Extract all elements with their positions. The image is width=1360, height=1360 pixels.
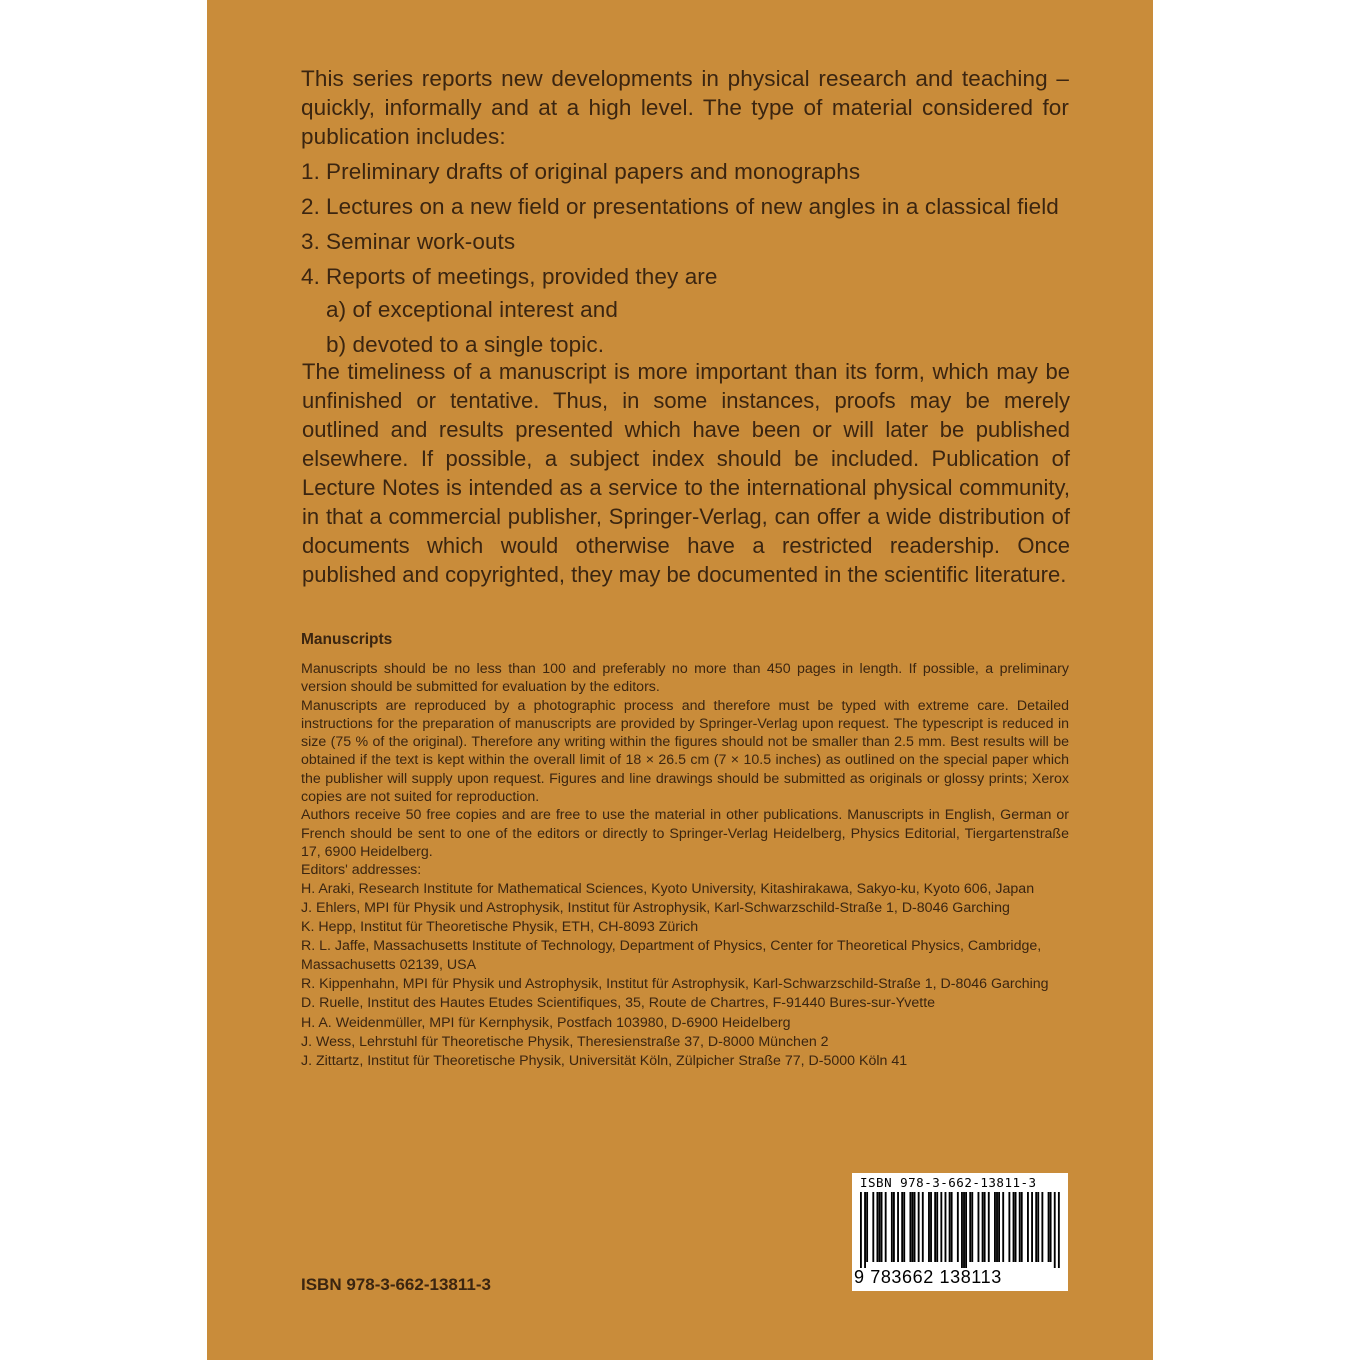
- back-cover: [207, 0, 1153, 1360]
- barcode-bar: [961, 1192, 963, 1268]
- barcode-bar: [893, 1192, 895, 1262]
- barcode-bar: [965, 1192, 967, 1268]
- barcode-bar: [914, 1192, 916, 1262]
- barcode-bar: [998, 1192, 1000, 1262]
- barcode-bar: [982, 1192, 984, 1262]
- manuscripts-paragraph: Manuscripts should be no less than 100 and preferably no more than 450 pages in length. If possible, a preliminary version should be submitted for evaluation by the editors.: [301, 661, 1069, 696]
- barcode-bar: [951, 1192, 953, 1262]
- editor-address: H. Araki, Research Institute for Mathematical Sciences, Kyoto University, Kitashirakawa, Sakyo-ku, Kyoto 606, Japan: [301, 880, 1035, 897]
- barcode-bar: [885, 1192, 887, 1262]
- list-item: 4. Reports of meetings, provided they are a) of exceptional interest and b) devoted to a single topic.: [301, 262, 1069, 359]
- barcode-bar: [945, 1192, 947, 1262]
- barcode-bar: [936, 1192, 938, 1262]
- editor-address: K. Hepp, Institut für Theoretische Physik, ETH, CH-8093 Zürich: [301, 919, 699, 936]
- editor-address: R. Kippenhahn, MPI für Physik und Astrophysik, Institut für Astrophysik, Karl-Schwarzschild-Straße 1, D-8046 Garching: [301, 976, 1049, 993]
- editors-label: Editors' addresses:: [301, 862, 422, 879]
- barcode-bar: [922, 1192, 924, 1262]
- intro-paragraph: This series reports new developments in physical research and teaching – quickly, informally and at a high level. The type of material considered for publication includes:: [301, 66, 1069, 149]
- editor-address: D. Ruelle, Institut des Hautes Etudes Scientifiques, 35, Route de Chartres, F-91440 Bures-sur-Yvette: [301, 995, 936, 1012]
- barcode-bar: [928, 1192, 930, 1262]
- isbn-text: ISBN 978-3-662-13811-3: [301, 1275, 491, 1294]
- barcode-bar: [969, 1192, 971, 1262]
- barcode-bar: [971, 1192, 973, 1262]
- barcode-bar: [996, 1192, 998, 1262]
- barcode-bar: [1050, 1192, 1052, 1262]
- list-item: 3. Seminar work-outs: [301, 229, 516, 254]
- barcode-bar: [994, 1192, 996, 1262]
- editor-address: H. A. Weidenmüller, MPI für Kernphysik, Postfach 103980, D-6900 Heidelberg: [301, 1014, 791, 1031]
- intro-section: [301, 64, 1069, 365]
- barcode-bar: [949, 1192, 951, 1262]
- barcode-bar: [909, 1192, 911, 1262]
- editor-address: J. Wess, Lehrstuhl für Theoretische Physik, Theresienstraße 37, D-8000 München 2: [301, 1033, 829, 1050]
- manuscripts-paragraph: Manuscripts are reproduced by a photographic process and therefore must be typed with extreme care. Detailed instructions for the preparation of manuscripts are provided by Springer-Verlag upon request. The typescript is reduced in size (75 % of the original). Therefore any writing within the figures should not be smaller than 2.5 mm. Best results will be obtained if the text is kept within the overall limit of 18 × 26.5 cm (7 × 10.5 inches) as outlined on the special paper which the publisher will supply upon request. Figures and line drawings should be submitted as originals or glossy prints; Xerox copies are not suited for reproduction.: [301, 697, 1069, 806]
- barcode-bar: [988, 1192, 990, 1262]
- material-list: [301, 157, 1069, 359]
- barcode-bar: [891, 1192, 893, 1262]
- barcode-bar: [897, 1192, 899, 1262]
- barcode-bar: [1013, 1192, 1015, 1262]
- editor-address: J. Zittartz, Institut für Theoretische Physik, Universität Köln, Zülpicher Straße 77, D-5000 Köln 41: [301, 1053, 908, 1070]
- barcode-bar: [963, 1192, 965, 1268]
- barcode-bar: [1031, 1192, 1033, 1262]
- sublist-item: b) devoted to a single topic.: [326, 332, 605, 357]
- barcode-bar: [912, 1192, 914, 1262]
- barcode-bar: [876, 1192, 878, 1262]
- barcode-bar: [866, 1192, 868, 1262]
- barcode-bar: [940, 1192, 942, 1262]
- manuscripts-paragraph: Authors receive 50 free copies and are free to use the material in other publications. Manuscripts in English, German or French should be sent to one of the editors or directly to Springer-Verlag Heidelberg, Physics Editorial, Tiergartenstraße 17, 6900 Heidelberg.: [301, 807, 1069, 860]
- barcode-bar: [1035, 1192, 1037, 1262]
- barcode-bar: [978, 1192, 980, 1262]
- barcode-bar: [1058, 1192, 1060, 1268]
- barcode-bar: [881, 1192, 883, 1262]
- barcode-bar: [1027, 1192, 1029, 1262]
- editor-address: J. Ehlers, MPI für Physik und Astrophysik, Institut für Astrophysik, Karl-Schwarzschild-Straße 1, D-8046 Garching: [301, 899, 1010, 916]
- barcode-bar: [1015, 1192, 1017, 1262]
- barcode-bars: [860, 1192, 1060, 1268]
- barcode-bar: [879, 1192, 881, 1262]
- barcode-bar: [864, 1192, 866, 1268]
- barcode-bar: [1041, 1192, 1043, 1262]
- editor-address: R. L. Jaffe, Massachusetts Institute of Technology, Department of Physics, Center for Theoretical Physics, Cambridge, Massachusetts 02139, USA: [301, 938, 1042, 973]
- barcode-bar: [1054, 1192, 1056, 1268]
- barcode-bar: [934, 1192, 936, 1262]
- barcode-bar: [957, 1192, 959, 1262]
- sublist-item: a) of exceptional interest and: [326, 297, 618, 322]
- barcode-bar: [918, 1192, 920, 1262]
- meeting-conditions: [326, 295, 1069, 359]
- barcode-bar: [1002, 1192, 1004, 1262]
- manuscripts-section: [301, 630, 1069, 1072]
- manuscripts-heading: Manuscripts: [301, 631, 393, 648]
- barcode-bar: [872, 1192, 874, 1262]
- barcode-bar: [860, 1192, 862, 1268]
- timeliness-paragraph: The timeliness of a manuscript is more important than its form, which may be unfinished or tentative. Thus, in some instances, proofs may be merely outlined and results presented which have been or will later be published elsewhere. If possible, a subject index should be included. Publication of Lecture Notes is intended as a service to the international physical community, in that a commercial publisher, Springer-Verlag, can offer a wide distribution of documents which would otherwise have a restricted readership. Once published and copyrighted, they may be documented in the scientific literature.: [302, 359, 1070, 587]
- list-item: 1. Preliminary drafts of original papers and monographs: [301, 159, 861, 184]
- barcode-bar: [984, 1192, 986, 1262]
- barcode-bar: [1008, 1192, 1010, 1262]
- barcode-bar: [930, 1192, 932, 1262]
- barcode-bar: [903, 1192, 905, 1262]
- barcode-bar: [901, 1192, 903, 1262]
- isbn-barcode: [852, 1173, 1068, 1291]
- barcode-bar: [1019, 1192, 1021, 1262]
- barcode-bar: [1037, 1192, 1039, 1262]
- barcode-digits: 9 783662 138113: [854, 1267, 1002, 1287]
- barcode-bar: [1048, 1192, 1050, 1262]
- list-item: 2. Lectures on a new field or presentations of new angles in a classical field: [301, 194, 1059, 219]
- barcode-bar: [1021, 1192, 1023, 1262]
- barcode-isbn-label: ISBN 978-3-662-13811-3: [860, 1175, 1037, 1190]
